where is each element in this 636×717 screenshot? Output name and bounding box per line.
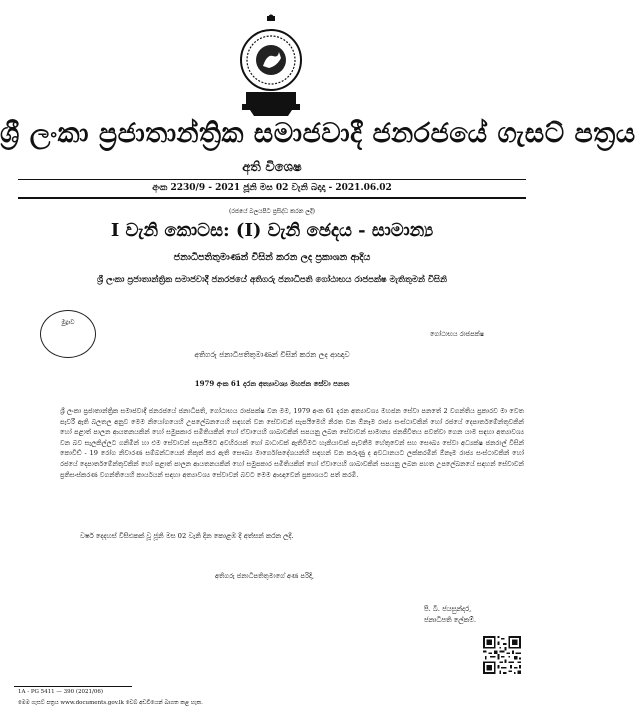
by-line: ශ්‍රී ලංකා ප්‍රජාතාන්ත්‍රික සමාජවාදී ජනරජයේ අතිගරු ජනාධිපති ගෝඨාභය රාජපක්ෂ මැතිතුමන් විසිනි [97,275,447,285]
gazette-masthead: ශ්‍රී ලංකා ප්‍රජාතාන්ත්‍රික සමාජවාදී ජනරජයේ ගැසට් පත්‍රය [0,118,636,149]
order-body: ශ්‍රී ලංකා ප්‍රජාතාන්ත්‍රික සමාජවාදී ජනරජයේ ජනාධිපති, ගෝඨාභය රාජපක්ෂ වන මම, 1979 අංක 61 දරන අත්‍යාවශ්‍ය මහජන සේවා පනතේ 2 වගන්තිය ප්‍රකාරව මා වෙත පැවරී ඇති බලතල අනුව මෙම නියෝගයෙහි උපලේඛනයෙහි සඳහන් වන සේවාවන් සැපයීමෙහි නිරත වන ඕනෑම රාජ්‍ය සංස්ථාවකින් හෝ රජයේ දෙපාර්තමේන්තුවකින් හෝ පළාත් පාලන ආයතනයකින් හෝ සමුපකාර සමිතියකින් හෝ ඒවායෙහි ශාඛාවකින් සපයනු ලබන සේවාවන් සාමාන්‍ය ජනජීවිතය පවත්වා ගෙන යාම සඳහා අත්‍යාවශ්‍ය වන බව සැලකිල්ලට ගනිමින් හා එම සේවාවන් සැපයීමට අවහිරයක් හෝ බාධාවක් ඇතිවීමට හැකියාවක් පැවතීම හේතුවෙන් සහ සෞඛ්‍ය සේවා අධ්‍යක්ෂ ජනරාල් විසින් කොවිඩ් - 19 රෝග නිවාරණ සම්බන්ධයෙන් නිකුත් කර ඇති සෞඛ්‍ය මාර්ගෝපදේශයන්හි සඳහන් වන කරුණු ද අවධානයට ලක්කරමින් ඕනෑම රාජ්‍ය සංස්ථාවකින් හෝ රජයේ දෙපාර්තමේන්තුවකින් හෝ පළාත් පාලන ආයතනයකින් හෝ සමුපකාර සමිතියකින් හෝ ඒවායෙහි ශාඛාවකින් සපයනු ලබන පහත උපලේඛනයේ සඳහන් සේවාවන් ප්‍රතිසංස්කරණ වගන්තියෙහි කාර්යයන් සඳහා අත්‍යාවශ්‍ය සේවාවන් බවට මෙම ආඥාවෙන් ප්‍රකාශයට පත් කරමි. [60,407,524,479]
given-line: වර්ෂ දෙදහස් විසිඑකක් වූ ජූනි මස 02 වැනි දින කොළඹ දී අත්සන් කරන ලදී. [80,532,294,540]
registered-note: (රජයේ බලයපිට ප්‍රසිද්ධ කරන ලදී) [228,208,316,215]
divider [18,179,526,180]
sri-lanka-emblem [238,14,304,118]
part-subtitle: ජනාධිපතිතුමාණන් විසින් කරන ලද ප්‍රකාශන ආදිය [173,252,371,263]
signatory-name: පී. බී. ජයසුන්දර, [424,605,472,613]
order-title: අතිගරු ජනාධිපතිතුමාණන් විසින් කරන ලද ආඥාව [194,350,350,359]
signatory-title: ජනාධිපති ලේකම්. [424,616,477,624]
footer-print-code: 1A - PG 5411 — 390 (2021/06) [18,689,104,695]
footer-divider [14,686,132,687]
signer-name-top: ගෝඨාභය රාජපක්ෂ [430,330,485,338]
seal-label: මුද්‍රාව [61,319,75,326]
divider [18,197,526,199]
qr-code [483,636,521,674]
footer-website-note: මෙම ගැසට් පත්‍රය www.documents.gov.lk වෙබ් අඩවියෙන් බාගත කළ හැක. [18,700,203,706]
command-line: අතිගරු ජනාධිපතිතුමාගේ අණ පරිදි, [215,572,315,580]
act-title: 1979 අංක 61 දරන අත්‍යාවශ්‍ය මහජන සේවා පනත [194,379,350,388]
issue-type: අති විශෙෂ [242,160,302,175]
issue-number-date: අංක 2230/9 - 2021 ජූනි මස 02 වැනි බදාදා - 2021.06.02 [152,183,392,193]
part-title: I වැනි කොටස: (I) වැනි ඡෙදය - සාමාන්‍ය [110,220,434,241]
